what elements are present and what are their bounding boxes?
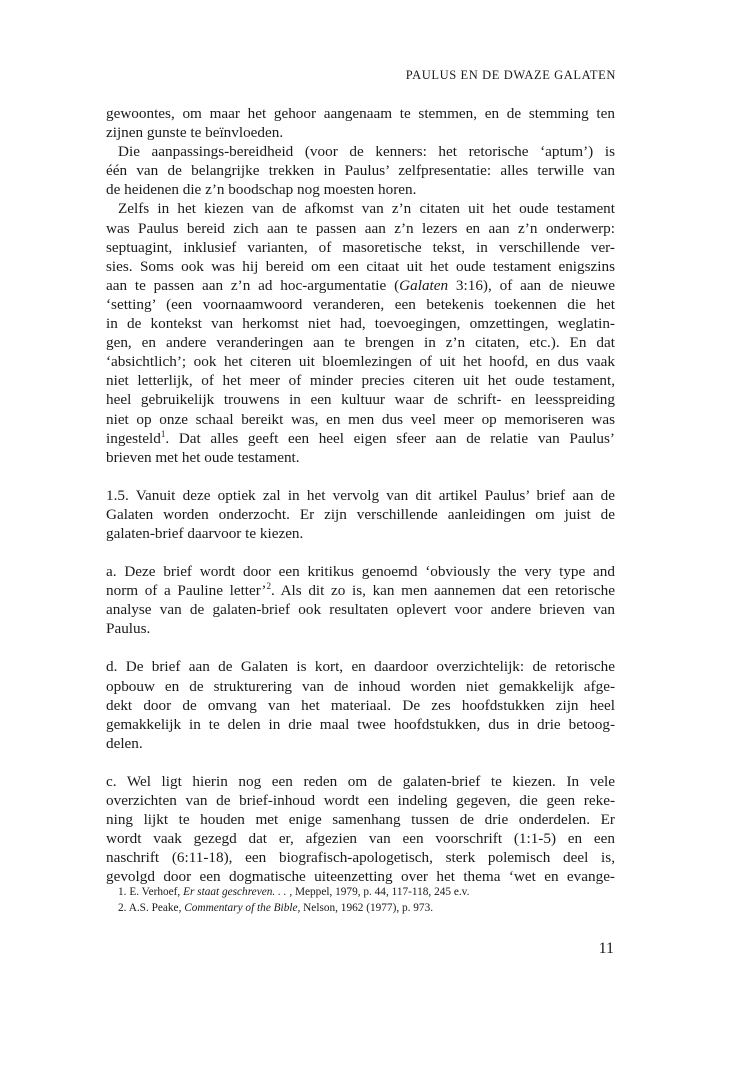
paragraph-aptum [106,142,615,199]
text-line: delen. [106,734,143,752]
text-line: ‘absichtlich’; ook het citeren uit bloemlezingen of uit het hoofd, en dus vaak [106,353,615,371]
paragraph-gap [106,638,615,657]
footnote-1 [118,884,615,900]
paragraph-gap [106,753,615,772]
italic-galaten: Galaten [399,276,449,294]
text-line: septuagint, inklusief varianten, of masoretische tekst, in verschillende ver- [106,238,615,256]
text-line: gewoontes, om maar het gehoor aangenaam te stemmen, en de stemming ten [106,105,615,122]
text-line: de heidenen die z’n boodschap nog moesten horen. [106,181,417,199]
footnote-mark-1[interactable]: 1 [160,428,166,439]
paragraph-gap [106,467,615,486]
text-line: galaten-brief daarvoor te kiezen. [106,524,304,542]
text-line: was Paulus bereid zich aan te passen aan z’n lezers en aan z’n onderwerp: [106,219,615,237]
footnote-number: 1. [118,886,127,898]
text-line: gen, en andere veranderingen aan te brengen in z’n citaten, etc.). En dat [106,334,615,352]
text-segment: norm of a Pauline letter’ [106,582,267,600]
footnote-number: 2. [118,902,127,914]
text-line: in de kontekst van herkomst niet had, toevoegingen, omzettingen, weglatin- [106,315,615,333]
paragraph-1-5 [106,486,615,543]
paragraph-a [106,562,615,638]
text-line-footnote-2 [106,581,615,600]
text-line: Paulus. [106,620,151,638]
text-line: gevolgd door een dogmatische uiteenzetting over het thema ‘wet en evange- [106,868,615,886]
text-line: niet op onze schaal bereikt was, en men dus veel meer op memoriseren was [106,410,615,428]
paragraph-d [106,657,615,752]
text-segment: ingesteld [106,429,161,447]
paragraph-continuation [106,104,615,142]
text-segment: aan te passen aan z’n ad hoc-argumentatie ( [106,276,400,294]
text-line: ning lijkt te houden met enige samenhang tussen de drie onderdelen. Er [106,811,615,829]
text-line: opbouw en de strukturering van de inhoud worden niet gemakkelijk afge- [106,677,615,695]
footnotes [118,884,615,916]
footnote-2 [118,900,615,916]
text-line: overzichten van de brief-inhoud wordt een indeling gegeven, die geen reke- [106,792,615,809]
page-number: 11 [598,940,614,957]
footnote-mark-2[interactable]: 2 [266,581,271,592]
text-line: heel gebruikelijk trouwens in een kultuur waar de schrift- en leesspreiding [106,391,615,409]
text-segment: . Dat alles geeft een heel eigen sfeer aan de relatie van Paulus’ [165,429,615,447]
text-line: brieven met het oude testament. [106,448,300,466]
text-line: analyse van de galaten-brief ook resultaten oplevert voor andere brieven van [106,601,615,619]
text-line: c. Wel ligt hierin nog een reden om de galaten-brief te kiezen. In vele [106,772,615,790]
text-line: Die aanpassings-bereidheid (voor de kenners: het retorische ‘aptum’) is [118,143,615,161]
footnote-title: Commentary of the Bible, [184,902,301,914]
text-line: naschrift (6:11-18), een biografisch-apologetisch, sterk polemisch deel is, [106,849,615,867]
text-line: Galaten worden onderzocht. Er zijn verschillende aanleidingen om juist de [106,505,615,523]
text-line: d. De brief aan de Galaten is kort, en daardoor overzichtelijk: de retorische [106,658,615,676]
text-segment: . Als dit zo is, kan men aannemen dat een retorische [270,582,615,600]
text-line: niet letterlijk, of het meer of minder precies citeren uit het oude testament, [106,372,615,390]
paragraph-citaten [106,199,615,466]
text-line: Zelfs in het kiezen van de afkomst van z’n citaten uit het oude testament [118,200,615,218]
footnote-title: Er staat geschreven. . . , [183,886,293,898]
footnote-rest: Meppel, 1979, p. 44, 117-118, 245 e.v. [292,886,470,898]
text-line-galaten-ref [106,276,615,295]
text-line: gemakkelijk in te delen in drie maal twee hoofdstukken, dus in drie betoog- [106,715,615,733]
text-line: a. Deze brief wordt door een kritikus genoemd ‘obviously the very type and [106,563,615,581]
paragraph-c [106,772,615,887]
footnote-author: A.S. Peake, [128,902,185,914]
text-line: dekt door de omvang van het materiaal. De zes hoofdstukken zijn heel [106,696,615,714]
text-line: ‘setting’ (een voornaamwoord veranderen, een betekenis toekennen die het [106,295,615,313]
text-line: sies. Soms ook was hij bereid om een citaat uit het oude testament enigszins [106,257,615,275]
running-head: PAULUS EN DE DWAZE GALATEN [405,68,616,82]
text-line: zijnen gunste te beïnvloeden. [106,124,284,142]
text-line-footnote-1 [106,429,615,448]
text-line: één van de belangrijke trekken in Paulus’ zelfpresentatie: alles terwille van [106,162,615,180]
footnote-author: E. Verhoef, [129,886,184,898]
text-line: 1.5. Vanuit deze optiek zal in het vervolg van dit artikel Paulus’ brief aan de [106,486,615,504]
text-line: wordt vaak gezegd dat er, afgezien van een voorschrift (1:1-5) en een [106,830,615,848]
footnote-rest: Nelson, 1962 (1977), p. 973. [300,902,434,914]
text-segment: 3:16), of aan de nieuwe [448,276,615,294]
body-text [106,104,615,886]
paragraph-gap [106,543,615,562]
